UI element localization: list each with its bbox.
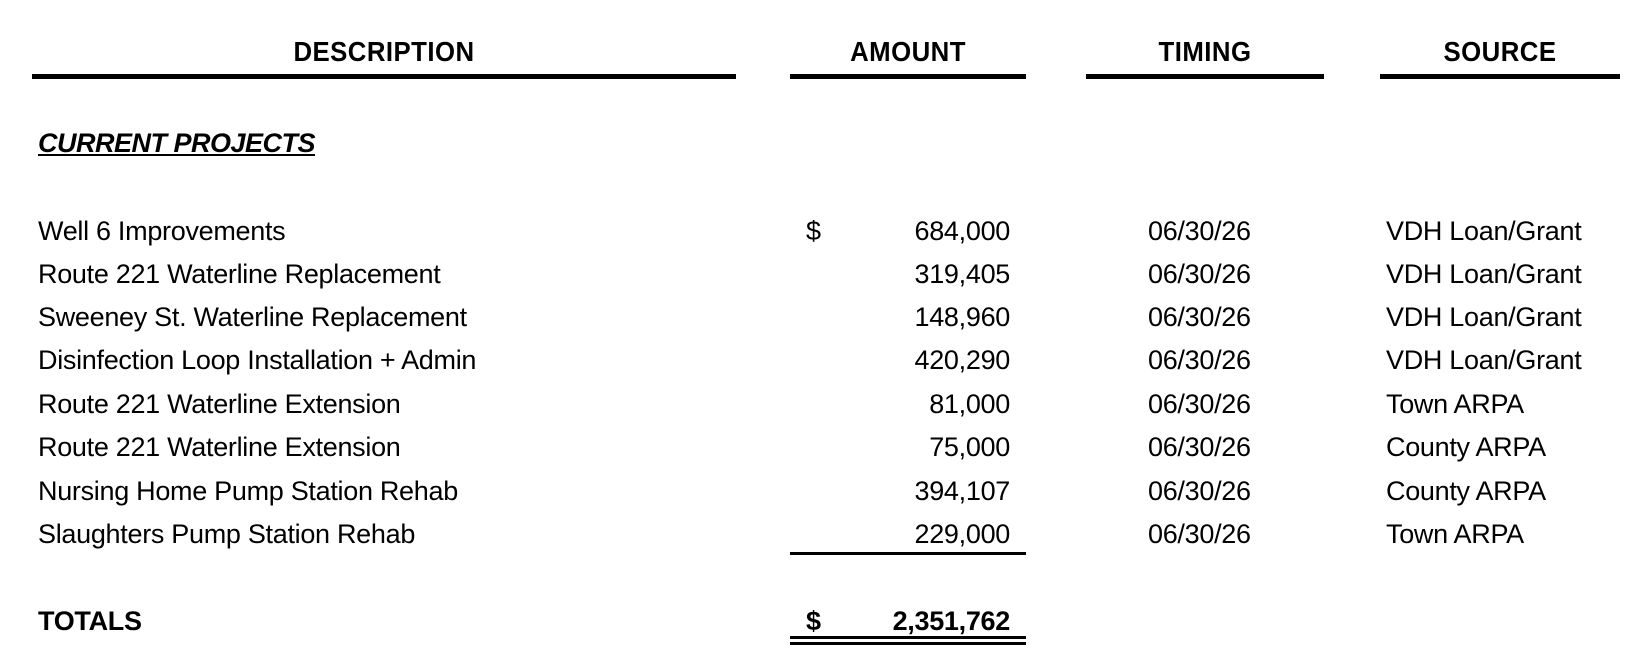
row-timing: 06/30/26 <box>1148 216 1251 246</box>
row-source: County ARPA <box>1386 476 1546 506</box>
row-source: Town ARPA <box>1386 389 1524 419</box>
row-description: Well 6 Improvements <box>38 216 286 246</box>
row-timing: 06/30/26 <box>1148 302 1251 332</box>
row-description: Route 221 Waterline Extension <box>38 432 401 462</box>
row-description: Route 221 Waterline Extension <box>38 389 401 419</box>
row-timing: 06/30/26 <box>1148 519 1251 549</box>
row-amount: 229,000 <box>914 519 1010 549</box>
row-source: County ARPA <box>1386 432 1546 462</box>
row-timing: 06/30/26 <box>1148 345 1251 375</box>
row-description: Nursing Home Pump Station Rehab <box>38 476 458 506</box>
row-timing: 06/30/26 <box>1148 432 1251 462</box>
row-description: Slaughters Pump Station Rehab <box>38 519 416 549</box>
section-title: CURRENT PROJECTS <box>38 128 316 158</box>
row-source: Town ARPA <box>1386 519 1524 549</box>
row-timing: 06/30/26 <box>1148 389 1251 419</box>
row-description: Disinfection Loop Installation + Admin <box>38 345 477 375</box>
row-description: Sweeney St. Waterline Replacement <box>38 302 467 332</box>
row-amount: 394,107 <box>914 476 1010 506</box>
row-currency-symbol: $ <box>806 216 821 246</box>
row-source: VDH Loan/Grant <box>1386 216 1582 246</box>
totals-label: TOTALS <box>38 606 142 636</box>
row-description: Route 221 Waterline Replacement <box>38 259 441 289</box>
header-timing: TIMING <box>1158 36 1252 67</box>
row-amount: 684,000 <box>914 216 1010 246</box>
header-description-rule <box>32 74 736 79</box>
row-amount: 75,000 <box>929 432 1010 462</box>
row-timing: 06/30/26 <box>1148 476 1251 506</box>
row-amount: 420,290 <box>914 345 1010 375</box>
header-timing-rule <box>1086 74 1324 79</box>
row-source: VDH Loan/Grant <box>1386 302 1582 332</box>
header-description: DESCRIPTION <box>293 36 475 67</box>
header-amount-rule <box>790 74 1026 79</box>
row-amount: 148,960 <box>914 302 1010 332</box>
header-amount: AMOUNT <box>850 36 966 67</box>
totals-amount: 2,351,762 <box>892 606 1010 636</box>
row-source: VDH Loan/Grant <box>1386 345 1582 375</box>
totals-double-rule-bottom <box>790 642 1026 645</box>
row-timing: 06/30/26 <box>1148 259 1251 289</box>
row-amount: 319,405 <box>914 259 1010 289</box>
row-amount: 81,000 <box>929 389 1010 419</box>
totals-currency-symbol: $ <box>806 606 821 636</box>
header-source-rule <box>1380 74 1620 79</box>
header-source: SOURCE <box>1443 36 1557 67</box>
row-source: VDH Loan/Grant <box>1386 259 1582 289</box>
subtotal-rule <box>790 552 1026 555</box>
totals-double-rule-top <box>790 636 1026 639</box>
